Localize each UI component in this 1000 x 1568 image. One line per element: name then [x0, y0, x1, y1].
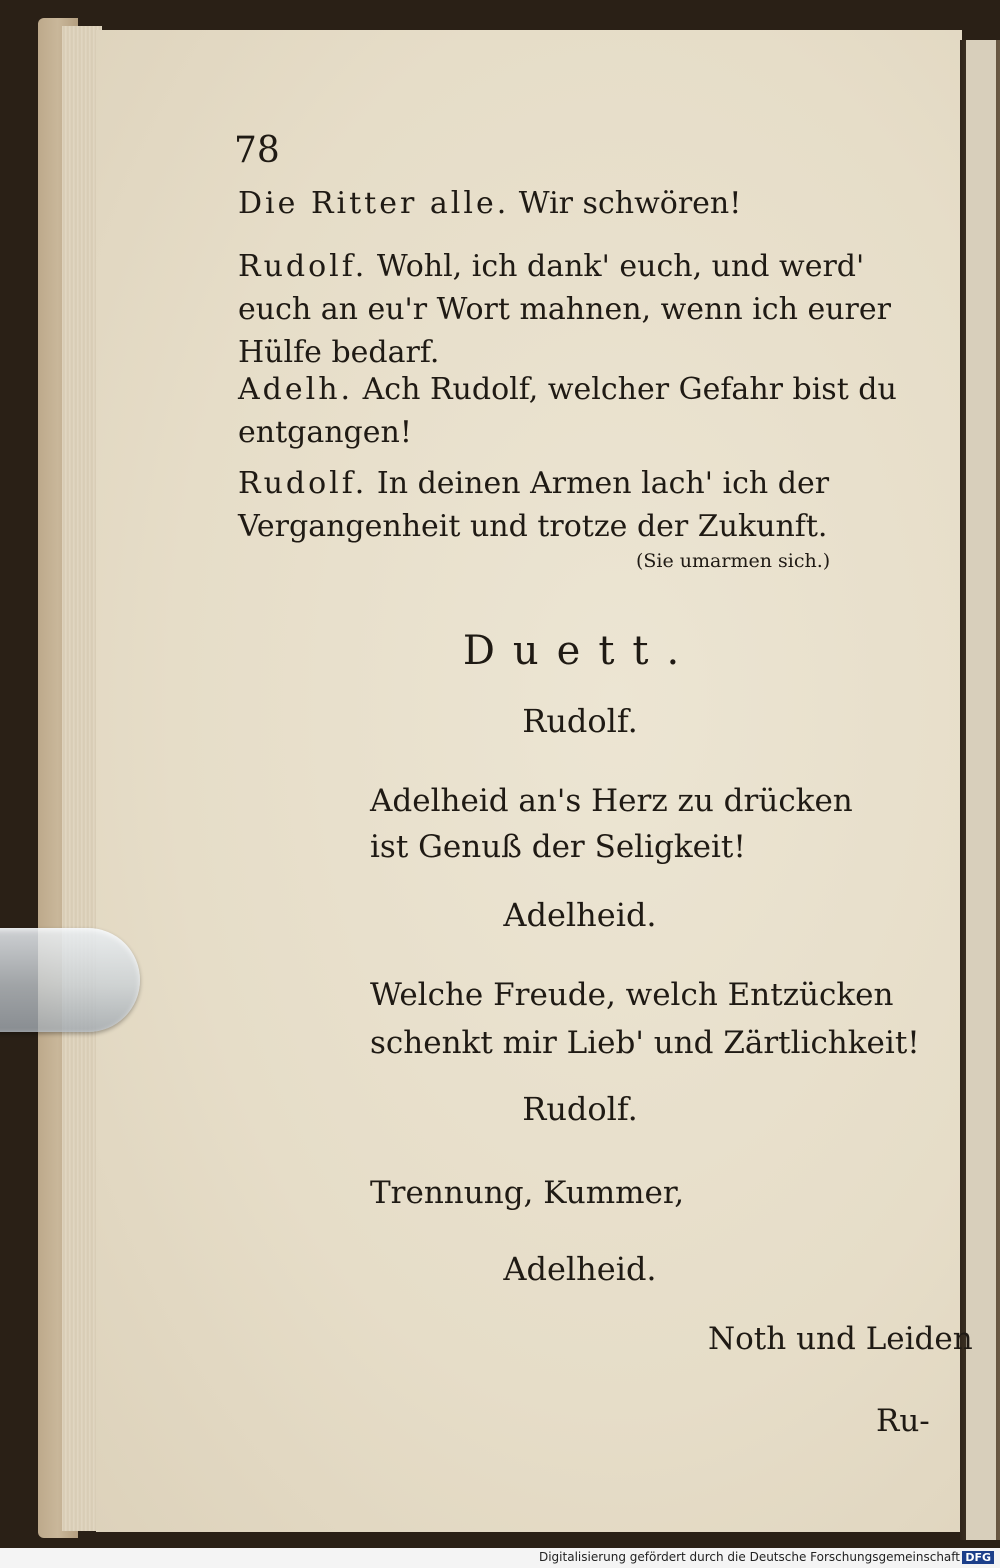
- verse-3-line-1: Trennung, Kummer,: [370, 1175, 685, 1211]
- verse-2-line-1: Welche Freude, welch Entzücken: [370, 977, 894, 1013]
- footer-credit: Digitalisierung gefördert durch die Deutsche Forschungsgemeinschaft: [538, 1550, 960, 1564]
- line-rudolf-2: [238, 462, 928, 548]
- page-number: 78: [234, 130, 280, 171]
- speech-rudolf-1: Wohl, ich dank' euch, und werd' euch an eu'r Wort mahnen, wenn ich eurer Hülfe bedarf.: [238, 249, 891, 370]
- verse-1-line-1: Adelheid an's Herz zu drücken: [370, 783, 853, 819]
- duet-heading: Duett.: [462, 628, 698, 674]
- dfg-logo: DFG: [962, 1551, 994, 1564]
- speaker-rudolf-2: Rudolf.: [238, 466, 368, 501]
- duet-speaker-rudolf-2: Rudolf.: [522, 1090, 638, 1128]
- speaker-rudolf: Rudolf.: [238, 249, 368, 284]
- catchword: Ru-: [876, 1403, 930, 1439]
- line-rudolf-1: [238, 245, 928, 374]
- speech-rudolf-2: In deinen Armen lach' ich der Vergangenheit und trotze der Zukunft.: [238, 466, 830, 544]
- duet-speaker-rudolf-1: Rudolf.: [522, 702, 638, 740]
- speaker-adelheid: Adelh.: [238, 372, 354, 407]
- verse-2-line-2: schenkt mir Lieb' und Zärtlichkeit!: [370, 1025, 920, 1061]
- speech-adelheid-1: Ach Rudolf, welcher Gefahr bist du entgangen!: [238, 372, 897, 450]
- stage-direction: (Sie umarmen sich.): [636, 550, 831, 572]
- duet-speaker-adelheid-2: Adelheid.: [503, 1250, 657, 1288]
- page-holder-clip: [0, 928, 140, 1032]
- line-knights: [238, 182, 928, 225]
- verse-1-line-2: ist Genuß der Seligkeit!: [370, 829, 746, 865]
- facing-page-edge: [966, 40, 996, 1540]
- speech-knights: Wir schwören!: [518, 186, 742, 221]
- speaker-knights: Die Ritter alle.: [238, 186, 510, 221]
- duet-speaker-adelheid-1: Adelheid.: [503, 896, 657, 934]
- line-adelheid-1: [238, 368, 928, 454]
- verse-4-line-1: Noth und Leiden: [708, 1321, 973, 1357]
